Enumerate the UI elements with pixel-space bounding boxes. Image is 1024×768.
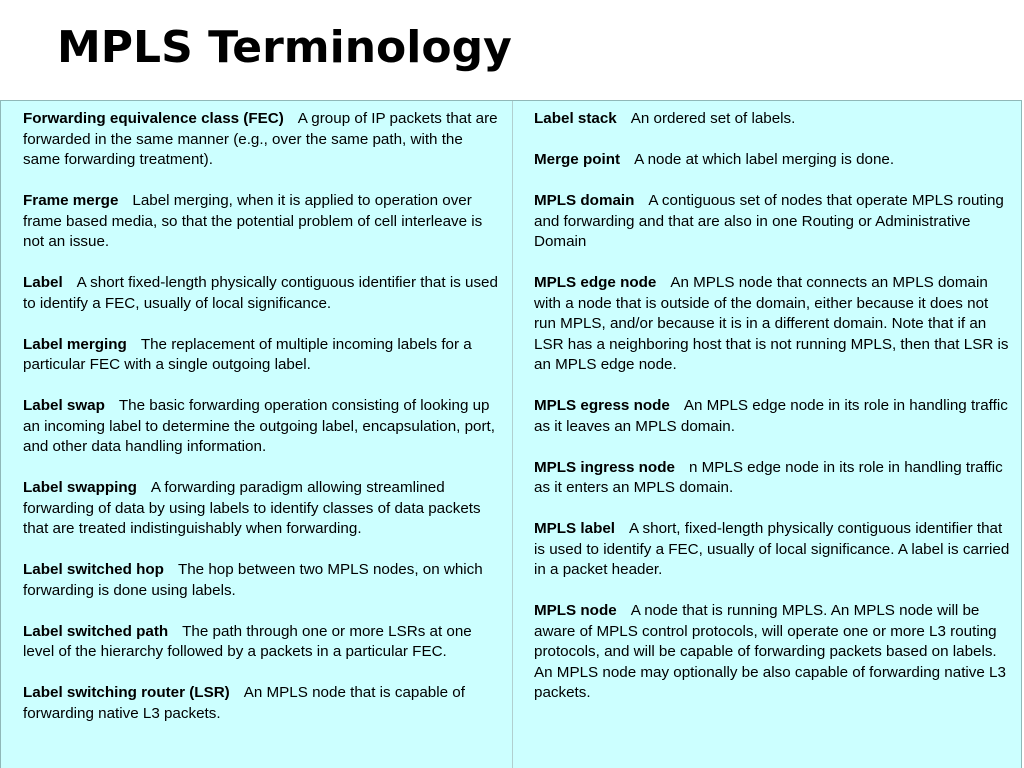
glossary-term: MPLS edge node (534, 274, 657, 291)
glossary-definition: The path through one or more LSRs at one level of the hierarchy followed by a packets in a particular FEC. (23, 622, 472, 660)
glossary-definition: The replacement of multiple incoming labels for a particular FEC with a single outgoing label. (23, 335, 472, 373)
glossary-definition: An MPLS edge node in its role in handling traffic as it leaves an MPLS domain. (534, 397, 1008, 435)
glossary-term: MPLS ingress node (534, 458, 675, 476)
glossary-entry (23, 335, 498, 376)
glossary-entry (534, 396, 1013, 437)
glossary-entry (23, 273, 498, 314)
glossary-term: Merge point (534, 151, 621, 168)
glossary-term: MPLS label (534, 520, 616, 537)
glossary-definition: A short, fixed-length physically contiguous identifier that is used to identify a FEC, usually of local significance. A label is carried in a packet header. (534, 520, 1010, 578)
glossary-entry (534, 109, 1013, 130)
glossary-term: Forwarding equivalence class (FEC) (23, 110, 284, 127)
glossary-definition: Label merging, when it is applied to operation over frame based media, so that the potential problem of cell interleave is not an issue. (23, 192, 483, 250)
glossary-definition: A node that is running MPLS. An MPLS node will be aware of MPLS control protocols, will operate one or more L3 routing protocols, and will be capable of forwarding packets based on labels. An MPLS node may optionally be also capable of forwarding native L3 packets. (534, 602, 1006, 701)
glossary-term: MPLS node (534, 602, 617, 619)
glossary-definition: n MPLS edge node in its role in handling traffic as it enters an MPLS domain. (534, 458, 1003, 496)
glossary-entry (23, 191, 498, 253)
glossary-entry (23, 109, 498, 171)
glossary-definition: An ordered set of labels. (630, 110, 796, 127)
glossary-definition: A forwarding paradigm allowing streamlined forwarding of data by using labels to identify classes of data packets that are treated indistinguishably when forwarding. (23, 479, 481, 537)
right-column (513, 101, 1022, 768)
left-column (1, 101, 513, 768)
glossary-term: MPLS domain (534, 192, 635, 209)
glossary-definition: An MPLS node that connects an MPLS domain with a node that is outside of the domain, either because it does not run MPLS, and/or because it is in a different domain. Note that if an LSR has a neighboring host that is not running MPLS, then that LSR is an MPLS edge node. (534, 274, 1009, 373)
glossary-entry (534, 191, 1013, 253)
glossary-term: Label swap (23, 397, 105, 414)
glossary-entry (23, 683, 498, 724)
glossary-term: Label stack (534, 110, 617, 127)
glossary-definition: A group of IP packets that are forwarded in the same manner (e.g., over the same path, with the same forwarding treatment). (23, 110, 498, 168)
glossary-term: Label switching router (LSR) (23, 684, 230, 701)
glossary-definition: A short fixed-length physically contiguous identifier that is used to identify a FEC, usually of local significance. (23, 274, 498, 312)
glossary-definition: A node at which label merging is done. (634, 151, 895, 168)
glossary-entry (23, 622, 498, 663)
glossary-term: Label (23, 274, 63, 291)
glossary-entry (23, 478, 498, 540)
glossary-entry (534, 601, 1013, 704)
slide-title: MPLS Terminology (57, 22, 512, 73)
glossary-entry (23, 396, 498, 458)
glossary-term: Frame merge (23, 192, 119, 209)
terminology-panel (0, 100, 1022, 768)
glossary-entry (23, 560, 498, 601)
glossary-entry (534, 273, 1013, 376)
glossary-term: MPLS egress node (534, 397, 670, 414)
glossary-entry (534, 150, 1013, 171)
glossary-term: Label swapping (23, 479, 137, 496)
glossary-term: Label merging (23, 335, 127, 353)
glossary-definition: The hop between two MPLS nodes, on which forwarding is done using labels. (23, 561, 483, 599)
glossary-entry (534, 519, 1013, 581)
glossary-term: Label switched hop (23, 561, 164, 578)
glossary-entry (534, 458, 1013, 499)
glossary-term: Label switched path (23, 622, 169, 640)
glossary-definition: The basic forwarding operation consisting of looking up an incoming label to determine the outgoing label, encapsulation, port, and other data handling information. (23, 397, 495, 455)
glossary-definition: A contiguous set of nodes that operate MPLS routing and forwarding and that are also in one Routing or Administrative Domain (534, 192, 1004, 250)
glossary-definition: An MPLS node that is capable of forwarding native L3 packets. (23, 684, 465, 722)
